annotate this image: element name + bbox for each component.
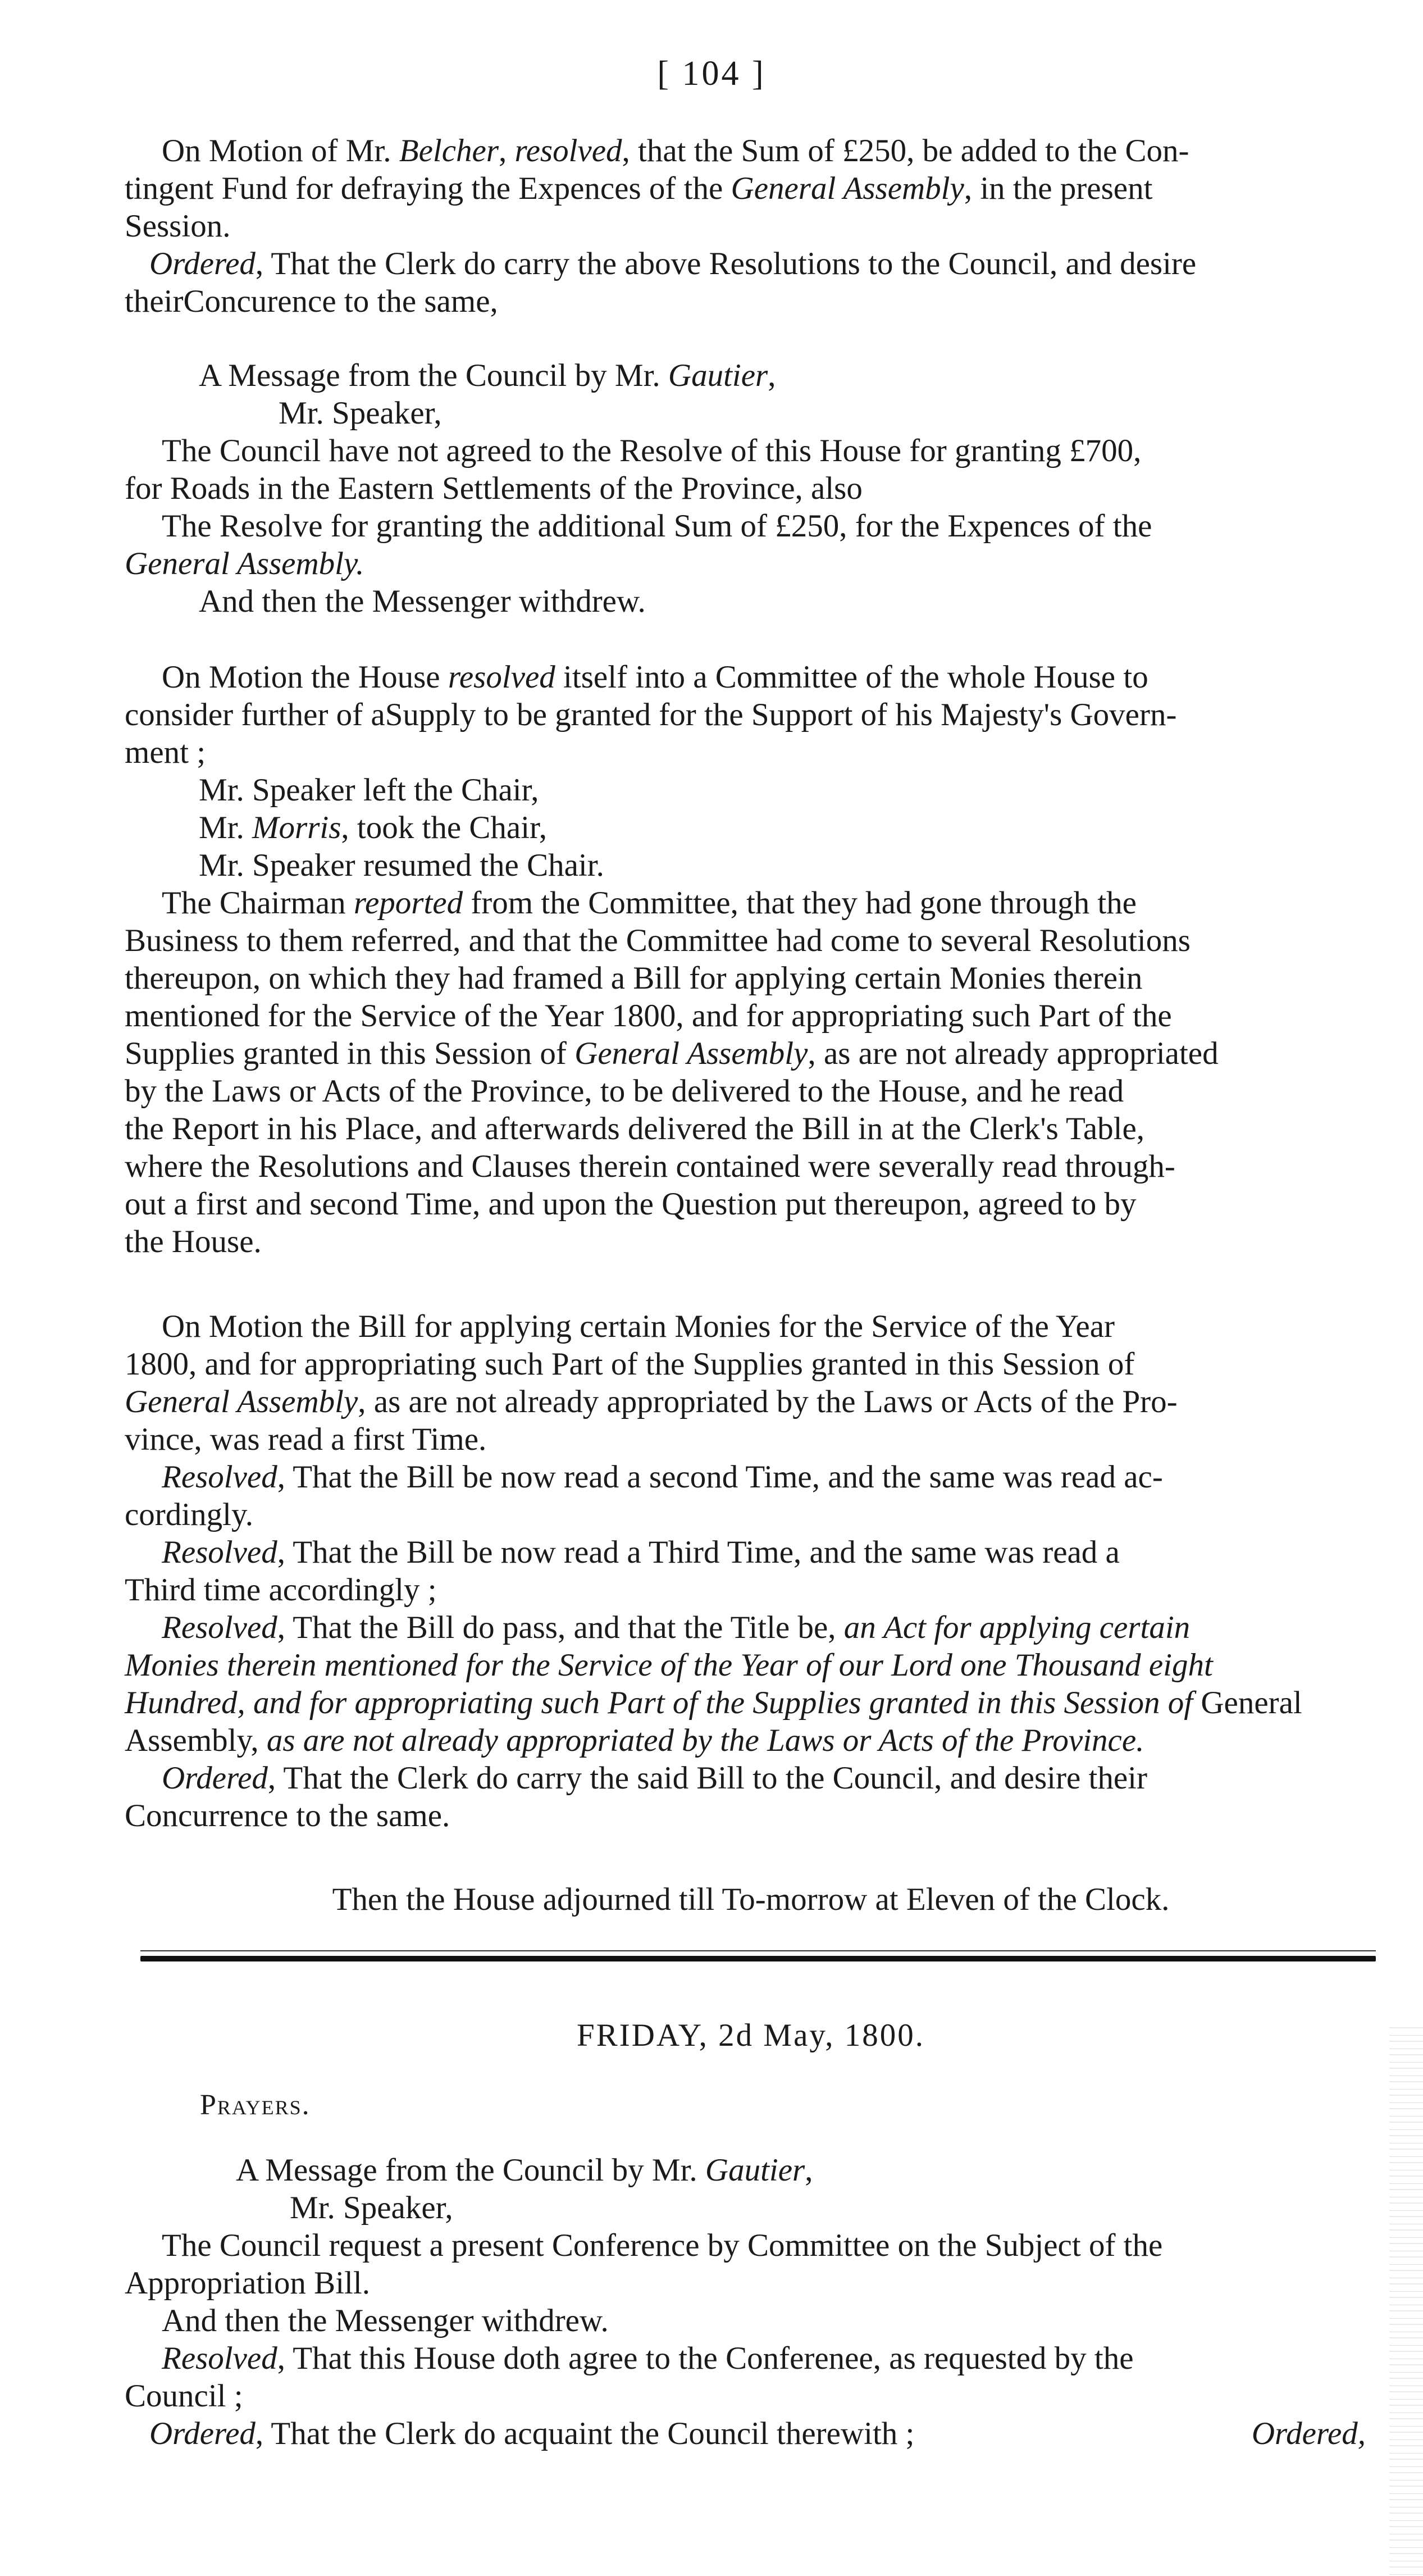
divider-rule-thin: [140, 1950, 1376, 1951]
text-line: Third time accordingly ;: [125, 1572, 437, 1608]
text-line: Mr. Morris, took the Chair,: [199, 810, 547, 845]
ordered-paragraph: [125, 245, 1377, 320]
text-line: Mr. Speaker resumed the Chair.: [199, 848, 604, 883]
text-line: out a first and second Time, and upon the Question put thereupon, agreed to by: [125, 1186, 1137, 1222]
text-line: mentioned for the Service of the Year 1800, and for appropriating such Part of the: [125, 998, 1172, 1034]
text-line: Hundred, and for appropriating such Part of the Supplies granted in this Session of General: [125, 1685, 1302, 1721]
text-line: cordingly.: [125, 1497, 254, 1532]
text-line: thereupon, on which they had framed a Bill for applying certain Monies therein: [125, 961, 1143, 996]
bill-reading-paragraph: [125, 1308, 1377, 1835]
text-line: On Motion of Mr. Belcher, resolved, that the Sum of £250, be added to the Con-: [162, 133, 1189, 169]
text-line: And then the Messenger withdrew.: [162, 2303, 609, 2338]
text-line: ment ;: [125, 735, 206, 770]
text-line: Ordered, That the Clerk do acquaint the Council therewith ; Ordered,: [149, 2416, 1366, 2451]
text-line: for Roads in the Eastern Settlements of the Province, also: [125, 471, 863, 506]
text-line: 1800, and for appropriating such Part of the Supplies granted in this Session of: [125, 1346, 1135, 1382]
divider-rule-thick: [140, 1956, 1376, 1961]
text-line: where the Resolutions and Clauses therein contained were severally read through-: [125, 1149, 1175, 1184]
text-line: Supplies granted in this Session of General Assembly, as are not already appropriated: [125, 1036, 1219, 1071]
council-message-2: [125, 2151, 1377, 2452]
text-line: Appropriation Bill.: [125, 2265, 370, 2301]
text-line: consider further of aSupply to be granted for the Support of his Majesty's Govern-: [125, 697, 1177, 732]
text-line: General Assembly, as are not already appropriated by the Laws or Acts of the Pro-: [125, 1384, 1178, 1419]
text-line: Resolved, That the Bill do pass, and that the Title be, an Act for applying certain: [162, 1610, 1191, 1645]
text-line: Mr. Speaker left the Chair,: [199, 772, 539, 808]
paper-edge-speckle: [1389, 2022, 1423, 2576]
council-message-1: [125, 357, 1377, 620]
text-line: On Motion the Bill for applying certain Monies for the Service of the Year: [162, 1309, 1115, 1344]
text-line: A Message from the Council by Mr. Gautier,: [236, 2152, 813, 2188]
text-line: Resolved, That this House doth agree to the Conferenee, as requested by the: [162, 2341, 1134, 2376]
text-line: And then the Messenger withdrew.: [199, 584, 646, 619]
text-line: Council ;: [125, 2378, 243, 2414]
text-line: Mr. Speaker,: [290, 2190, 453, 2225]
text-line: Resolved, That the Bill be now read a Third Time, and the same was read a: [162, 1535, 1120, 1570]
catchword: Ordered,: [1251, 2416, 1366, 2451]
text-line: The Chairman reported from the Committee, that they had gone through the: [162, 885, 1137, 921]
text-line: Ordered, That the Clerk do carry the said Bill to the Council, and desire their: [162, 1760, 1147, 1796]
text-line: On Motion the House resolved itself into a Committee of the whole House to: [162, 659, 1148, 695]
text-line: Concurrence to the same.: [125, 1798, 450, 1833]
text-line: A Message from the Council by Mr. Gautier,: [199, 358, 776, 393]
text-line: vince, was read a first Time.: [125, 1422, 487, 1457]
day-heading: FRIDAY, 2d May, 1800.: [577, 2018, 925, 2053]
text-line: Assembly, as are not already appropriated by the Laws or Acts of the Province.: [125, 1723, 1144, 1758]
text-line: tingent Fund for defraying the Expences of the General Assembly, in the present: [125, 171, 1153, 206]
text-line: the Report in his Place, and afterwards delivered the Bill in at the Clerk's Table,: [125, 1111, 1145, 1146]
text-line: The Resolve for granting the additional Sum of £250, for the Expences of the: [162, 508, 1152, 544]
page-number: [ 104 ]: [657, 54, 766, 93]
text-line: Mr. Speaker,: [279, 395, 442, 431]
text-line: Session.: [125, 208, 231, 244]
text-line: Monies therein mentioned for the Service of the Year of our Lord one Thousand eight: [125, 1647, 1213, 1683]
prayers-heading: Prayers.: [200, 2089, 311, 2121]
adjournment-line: Then the House adjourned till To-morrow at Eleven of the Clock.: [332, 1882, 1170, 1917]
text-line: the House.: [125, 1224, 262, 1259]
committee-paragraph: [125, 658, 1377, 1260]
text-line: theirConcurence to the same,: [125, 284, 498, 319]
text-line: by the Laws or Acts of the Province, to be delivered to the House, and he read: [125, 1073, 1124, 1109]
text-line: Resolved, That the Bill be now read a second Time, and the same was read ac-: [162, 1459, 1163, 1495]
text-line: Business to them referred, and that the Committee had come to several Resolutions: [125, 923, 1191, 958]
text-line: The Council have not agreed to the Resolve of this House for granting £700,: [162, 433, 1142, 468]
text-line: The Council request a present Conference by Committee on the Subject of the: [162, 2228, 1163, 2263]
text-line: Ordered, That the Clerk do carry the above Resolutions to the Council, and desire: [149, 246, 1197, 281]
text-line: General Assembly.: [125, 546, 364, 581]
motion-belcher-paragraph: [125, 132, 1377, 245]
